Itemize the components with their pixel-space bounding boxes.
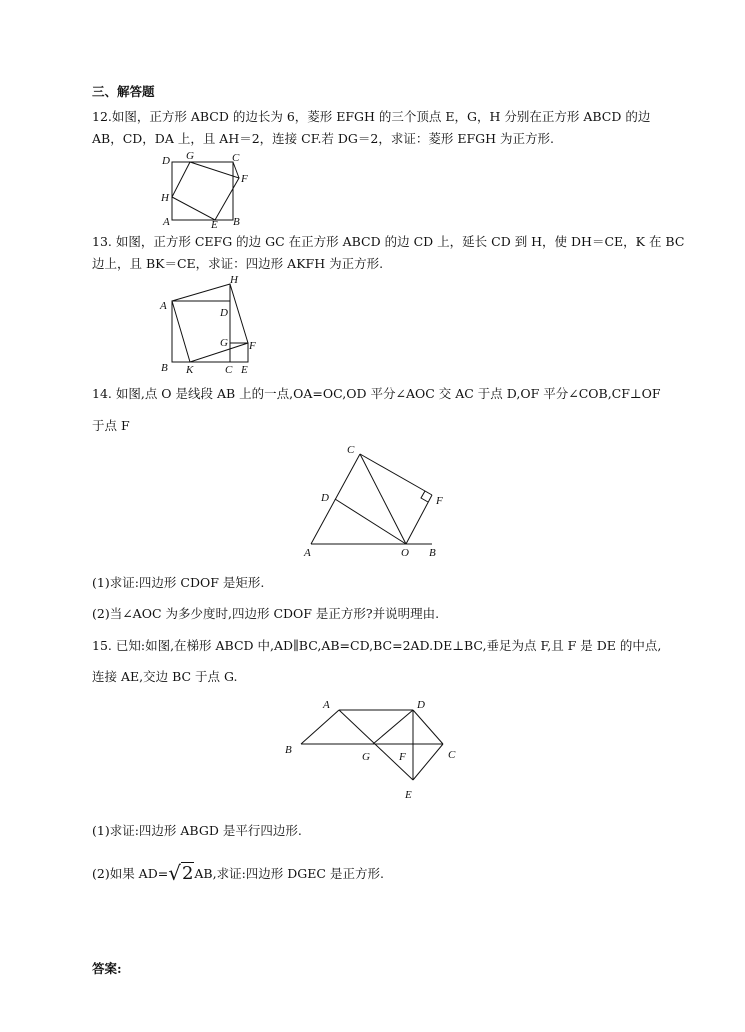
q12-label-e: E bbox=[211, 219, 218, 231]
q13-quad-akfh bbox=[172, 284, 248, 362]
q14-text-line1: 14. 如图,点 O 是线段 AB 上的一点,OA=OC,OD 平分∠AOC 交 AC 于点 D,OF 平分∠COB,CF⊥OF bbox=[92, 386, 661, 401]
q12-label-c: C bbox=[232, 152, 240, 164]
q13-figure bbox=[158, 272, 268, 376]
q12-text-line1: 12.如图，正方形 ABCD 的边长为 6，菱形 EFGH 的三个顶点 E，G，H 分别在正方形 ABCD 的边 bbox=[92, 109, 651, 124]
q15-part2 bbox=[92, 861, 384, 885]
section-title: 三、解答题 bbox=[92, 84, 155, 99]
q14-label-f: F bbox=[436, 495, 443, 507]
q15-text-line1: 15. 已知:如图,在梯形 ABCD 中,AD∥BC,AB=CD,BC=2AD.DE⊥BC,垂足为点 F,且 F 是 DE 的中点, bbox=[92, 638, 662, 653]
q14-label-c: C bbox=[347, 444, 355, 456]
q14-label-a: A bbox=[304, 547, 311, 559]
q15-segment-ab bbox=[301, 710, 339, 744]
q12-label-a: A bbox=[163, 216, 170, 228]
q13-label-d: D bbox=[220, 307, 228, 319]
q15-label-f: F bbox=[399, 751, 406, 763]
q15-label-b: B bbox=[285, 744, 292, 756]
q13-label-e: E bbox=[241, 364, 248, 376]
q13-label-b: B bbox=[161, 362, 168, 374]
q13-label-k: K bbox=[186, 364, 194, 376]
q15-label-a: A bbox=[323, 699, 330, 711]
q14-part2: (2)当∠AOC 为多少度时,四边形 CDOF 是正方形?并说明理由. bbox=[92, 606, 440, 621]
q15-part2-suffix: AB,求证:四边形 DGEC 是正方形. bbox=[194, 866, 384, 881]
q12-label-d: D bbox=[162, 155, 170, 167]
q15-part1: (1)求证:四边形 ABGD 是平行四边形. bbox=[92, 823, 302, 838]
q12-figure bbox=[158, 150, 248, 230]
q14-label-d: D bbox=[321, 492, 329, 504]
q14-part1: (1)求证:四边形 CDOF 是矩形. bbox=[92, 575, 265, 590]
q15-segment-ce bbox=[413, 744, 443, 780]
q15-label-d: D bbox=[417, 699, 425, 711]
q15-part2-sqrt-value: 2 bbox=[181, 863, 194, 884]
q15-label-e: E bbox=[405, 789, 412, 801]
q15-segment-dc bbox=[413, 710, 443, 744]
q14-segment-do bbox=[335, 499, 406, 544]
q12-rhombus-efgh bbox=[172, 162, 239, 220]
sqrt-symbol: √ bbox=[168, 861, 181, 885]
q13-label-f: F bbox=[249, 340, 256, 352]
q15-label-g: G bbox=[362, 751, 370, 763]
q12-text-line2: AB，CD，DA 上，且 AH＝2，连接 CF.若 DG＝2，求证：菱形 EFGH 为正方形. bbox=[92, 131, 554, 146]
q15-part2-prefix: (2)如果 AD= bbox=[92, 866, 169, 881]
q13-label-c: C bbox=[225, 364, 233, 376]
q12-label-f: F bbox=[241, 173, 248, 185]
q12-label-g: G bbox=[186, 150, 194, 162]
q12-square-abcd bbox=[172, 162, 233, 220]
q14-text-line2: 于点 F bbox=[92, 418, 130, 433]
q15-segment-ae bbox=[339, 710, 413, 780]
answer-label: 答案: bbox=[92, 961, 122, 976]
q15-text-line2: 连接 AE,交边 BC 于点 G. bbox=[92, 669, 238, 684]
q14-segment-of bbox=[406, 495, 432, 544]
q12-label-b: B bbox=[233, 216, 240, 228]
q15-label-c: C bbox=[448, 749, 456, 761]
q13-label-h: H bbox=[230, 274, 238, 286]
q13-text-line2: 边上，且 BK＝CE，求证：四边形 AKFH 为正方形. bbox=[92, 256, 384, 271]
q14-label-o: O bbox=[401, 547, 409, 559]
q13-label-g: G bbox=[220, 337, 228, 349]
q15-figure bbox=[283, 696, 473, 806]
q13-label-a: A bbox=[160, 300, 167, 312]
q14-figure bbox=[300, 436, 460, 566]
q12-segment-cf bbox=[233, 162, 239, 178]
q14-label-b: B bbox=[429, 547, 436, 559]
q13-text-line1: 13. 如图，正方形 CEFG 的边 GC 在正方形 ABCD 的边 CD 上，延长 CD 到 H，使 DH＝CE，K 在 BC bbox=[92, 234, 685, 249]
q15-segment-dg bbox=[373, 710, 413, 744]
q12-label-h: H bbox=[161, 192, 169, 204]
